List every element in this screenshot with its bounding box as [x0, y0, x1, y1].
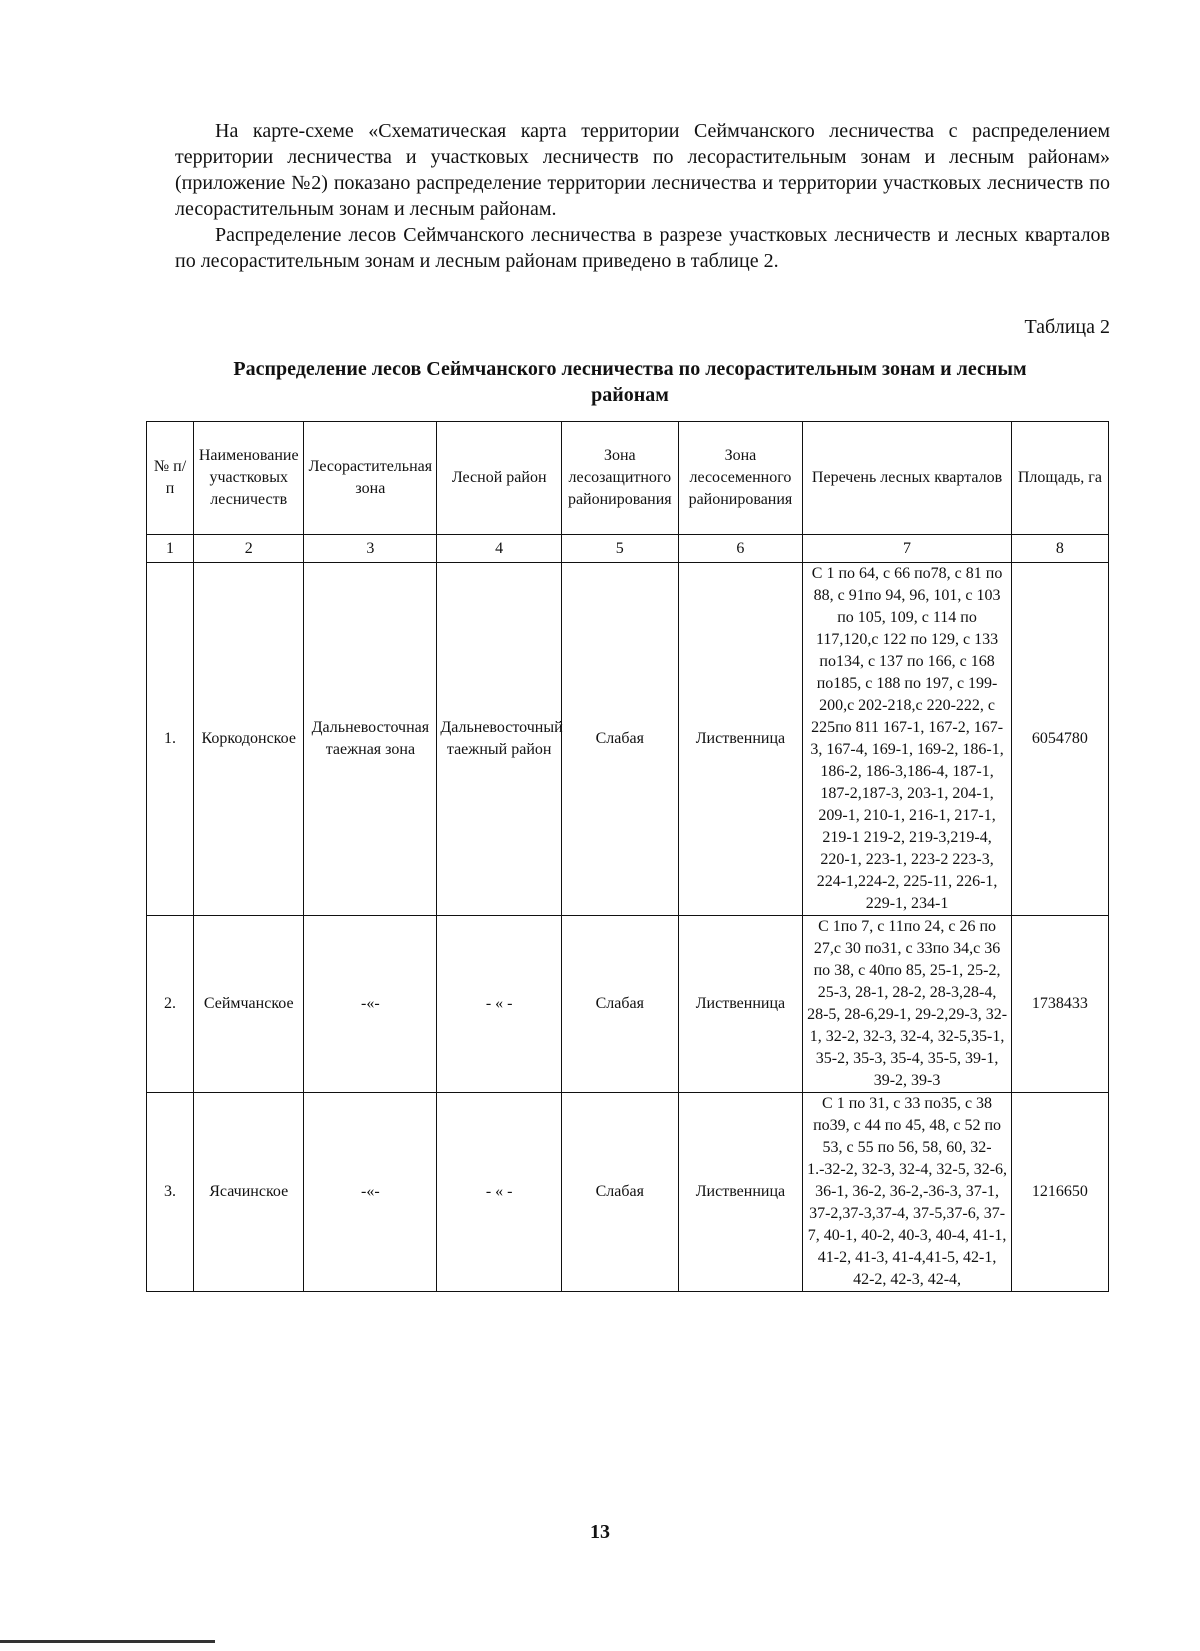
table-row: [147, 1093, 1109, 1292]
forest-district: - « -: [437, 916, 562, 1093]
area-value: 1738433: [1011, 916, 1108, 1093]
protection-zone: Слабая: [562, 916, 679, 1093]
column-number: 4: [437, 535, 562, 563]
quarters-list: С 1 по 31, с 33 по35, с 38 по39, с 44 по 45, 48, с 52 по 53, с 55 по 56, 58, 60, 32-1.-32-2, 32-3, 32-4, 32-5, 32-6, 36-1, 36-2, 36-2,-36-3, 37-1, 37-2,37-3,37-4, 37-5,37-6, 37-7, 40-1, 40-2, 40-3, 40-4, 41-1, 41-2, 41-3, 41-4,41-5, 42-1, 42-2, 42-3, 42-4,: [803, 1093, 1012, 1292]
forest-district: Дальневосточный таежный район: [437, 563, 562, 916]
table-title-line-1: Распределение лесов Сеймчанского лесничества по лесорастительным зонам и лесным: [233, 358, 1027, 380]
column-number: 7: [803, 535, 1012, 563]
seed-zone: Лиственница: [678, 1093, 803, 1292]
table-row: [147, 916, 1109, 1093]
header-cell-area: Площадь, га: [1011, 422, 1108, 535]
row-number: 1.: [147, 563, 194, 916]
quarters-list: С 1по 7, с 11по 24, с 26 по 27,с 30 по31, с 33по 34,с 36 по 38, с 40по 85, 25-1, 25-2, 25-3, 28-1, 28-2, 28-3,28-4, 28-5, 28-6,29-1, 29-2,29-3, 32-1, 32-2, 32-3, 32-4, 32-5,35-1, 35-2, 35-3, 35-4, 35-5, 39-1, 39-2, 39-3: [803, 916, 1012, 1093]
intro-paragraph-1: На карте-схеме «Схематическая карта территории Сеймчанского лесничества с распределением территории лесничества и участковых лесничеств по лесорастительным зонам и лесным районам» (приложение №2) показано распределение территории лесничества и территории участковых лесничеств по лесорастительным зонам и лесным районам.: [175, 120, 1110, 220]
area-value: 1216650: [1011, 1093, 1108, 1292]
protection-zone: Слабая: [562, 1093, 679, 1292]
vegetation-zone: -«-: [304, 1093, 437, 1292]
seed-zone: Лиственница: [678, 916, 803, 1093]
header-cell-quarters-list: Перечень лесных кварталов: [803, 422, 1012, 535]
row-number: 3.: [147, 1093, 194, 1292]
seed-zone: Лиственница: [678, 563, 803, 916]
quarters-list: С 1 по 64, с 66 по78, с 81 по 88, с 91по 94, 96, 101, с 103 по 105, 109, с 114 по 117,120,с 122 по 129, с 133 по134, с 137 по 166, с 168 по185, с 188 по 197, с 199-200,с 202-218,с 220-222, с 225по 811 167-1, 167-2, 167-3, 167-4, 169-1, 169-2, 186-1, 186-2, 186-3,186-4, 187-1, 187-2,187-3, 203-1, 204-1, 209-1, 210-1, 216-1, 217-1, 219-1 219-2, 219-3,219-4, 220-1, 223-1, 223-2 223-3, 224-1,224-2, 225-11, 226-1, 229-1, 234-1: [803, 563, 1012, 916]
column-number: 5: [562, 535, 679, 563]
column-number: 2: [194, 535, 304, 563]
forestry-name: Коркодонское: [194, 563, 304, 916]
header-cell-seed-zone: Зона лесосеменного районирования: [678, 422, 803, 535]
column-number: 1: [147, 535, 194, 563]
forestry-name: Сеймчанское: [194, 916, 304, 1093]
table-title-line-2: районам: [591, 384, 669, 406]
intro-paragraph-2: Распределение лесов Сеймчанского лесничества в разрезе участковых лесничеств и лесных кварталов по лесорастительным зонам и лесным районам приведено в таблице 2.: [175, 224, 1110, 272]
column-number-row: [147, 535, 1109, 563]
header-cell-protection-zone: Зона лесозащитного районирования: [562, 422, 679, 535]
header-cell-forestry-name: Наименование участковых лесничеств: [194, 422, 304, 535]
protection-zone: Слабая: [562, 563, 679, 916]
row-number: 2.: [147, 916, 194, 1093]
footer-rule: [0, 1640, 215, 1643]
forest-distribution-table: [146, 421, 1109, 1292]
page-number: 13: [590, 1521, 610, 1543]
area-value: 6054780: [1011, 563, 1108, 916]
forest-district: - « -: [437, 1093, 562, 1292]
header-cell-vegetation-zone: Лесорастительная зона: [304, 422, 437, 535]
header-cell-number: № п/п: [147, 422, 194, 535]
header-cell-forest-district: Лесной район: [437, 422, 562, 535]
table-row: [147, 563, 1109, 916]
intro-text: [175, 118, 1110, 274]
column-number: 3: [304, 535, 437, 563]
column-number: 8: [1011, 535, 1108, 563]
column-number: 6: [678, 535, 803, 563]
table-header-row: [147, 422, 1109, 535]
table-title: [150, 356, 1110, 408]
forestry-name: Ясачинское: [194, 1093, 304, 1292]
table-label: Таблица 2: [1024, 316, 1110, 338]
vegetation-zone: -«-: [304, 916, 437, 1093]
vegetation-zone: Дальневосточная таежная зона: [304, 563, 437, 916]
